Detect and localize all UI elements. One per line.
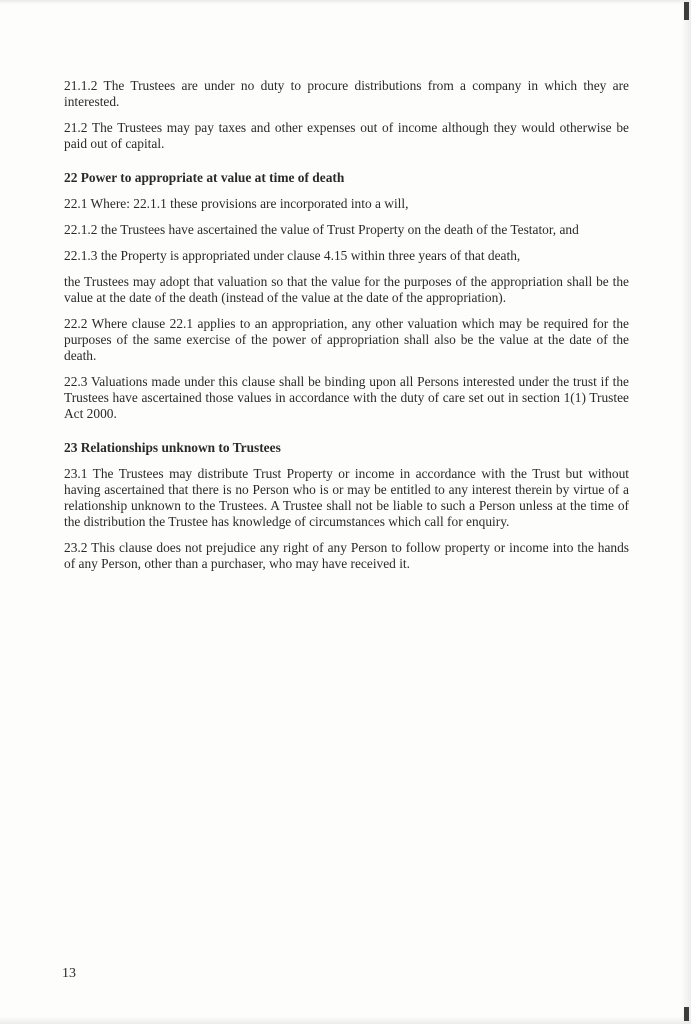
page-number: 13	[62, 966, 76, 981]
clause-22-1-continuation: the Trustees may adopt that valuation so that the value for the purposes of the appropriation shall be the value at the date of the death (instead of the value at the date of the appropriation).	[64, 274, 629, 305]
clause-22-1-3: 22.1.3 the Property is appropriated under clause 4.15 within three years of that death,	[64, 248, 521, 263]
clause-22-2: 22.2 Where clause 22.1 applies to an appropriation, any other valuation which may be required for the purposes of the same exercise of the power of appropriation shall also be the value at the date of the death.	[64, 316, 629, 363]
scan-corner-mark-bottom	[684, 1007, 689, 1021]
document-body	[64, 78, 629, 582]
scan-corner-mark-top	[684, 2, 689, 20]
scan-edge-bottom	[0, 1016, 691, 1024]
section-22-heading: 22 Power to appropriate at value at time of death	[64, 170, 345, 185]
clause-23-2: 23.2 This clause does not prejudice any right of any Person to follow property or income into the hands of any Person, other than a purchaser, who may have received it.	[64, 540, 629, 571]
scan-edge-top	[0, 0, 691, 4]
clause-23-1: 23.1 The Trustees may distribute Trust Property or income in accordance with the Trust but without having ascertained that there is no Person who is or may be entitled to any interest therein by virtue of a relationship unknown to the Trustees. A Trustee shall not be liable to such a Person unless at the time of the distribution the Trustee has knowledge of circumstances which call for enquiry.	[64, 466, 629, 529]
clause-22-3: 22.3 Valuations made under this clause shall be binding upon all Persons interested under the trust if the Trustees have ascertained those values in accordance with the duty of care set out in section 1(1) Trustee Act 2000.	[64, 374, 629, 421]
clause-22-1-2: 22.1.2 the Trustees have ascertained the value of Trust Property on the death of the Testator, and	[64, 222, 579, 237]
section-23-heading: 23 Relationships unknown to Trustees	[64, 440, 281, 455]
scan-edge-right	[681, 0, 691, 1024]
clause-21-1-2: 21.1.2 The Trustees are under no duty to procure distributions from a company in which they are interested.	[64, 78, 629, 109]
clause-21-2: 21.2 The Trustees may pay taxes and other expenses out of income although they would otherwise be paid out of capital.	[64, 120, 629, 151]
clause-22-1: 22.1 Where: 22.1.1 these provisions are incorporated into a will,	[64, 196, 409, 211]
